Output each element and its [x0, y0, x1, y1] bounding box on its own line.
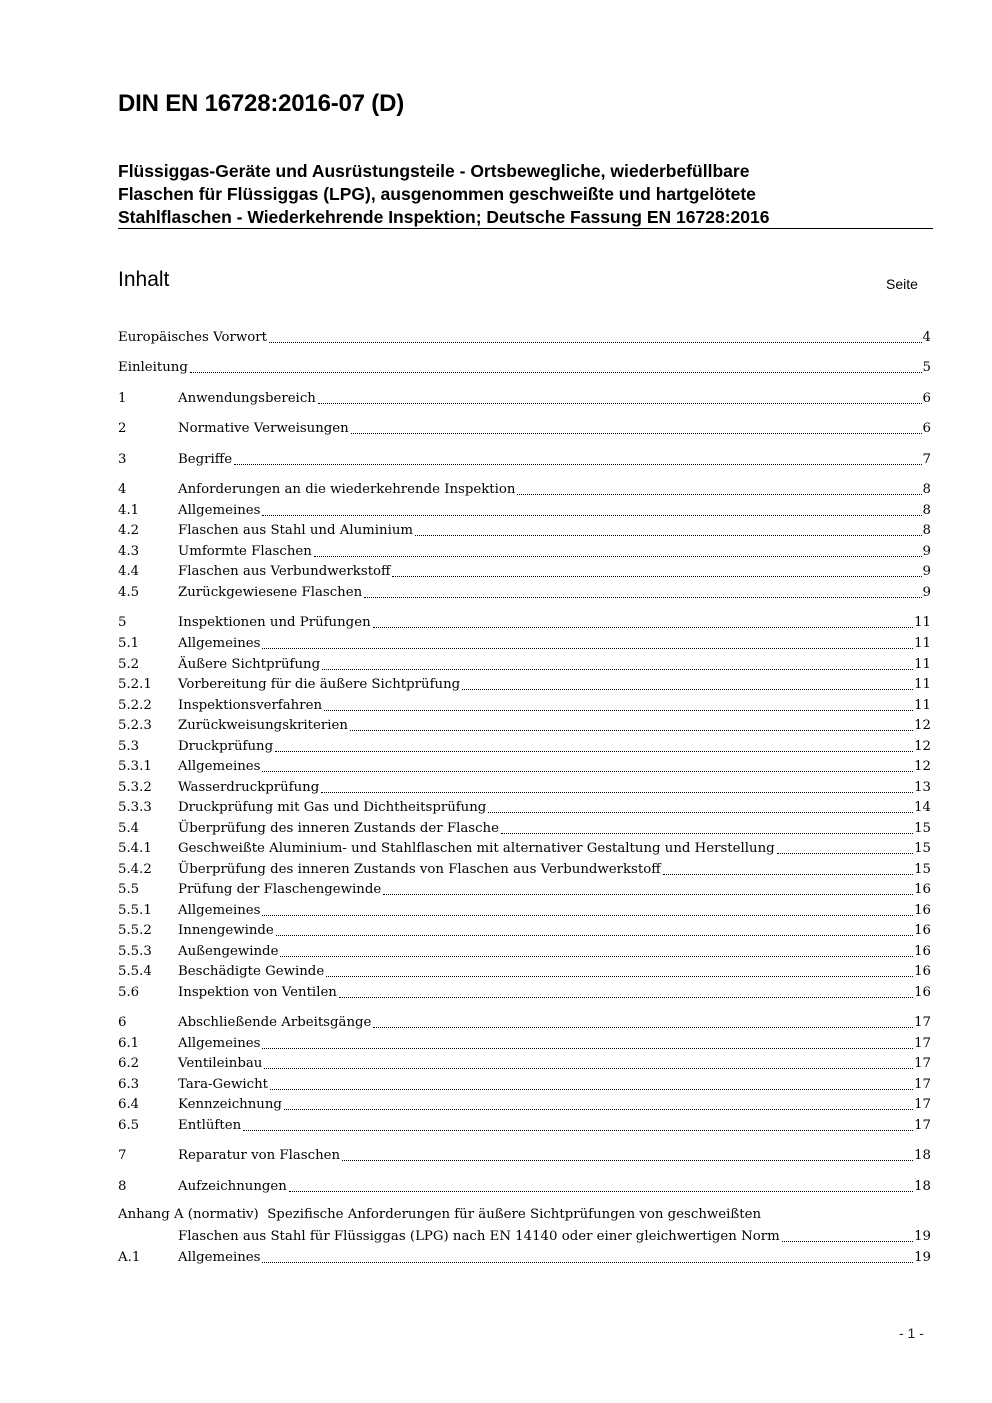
toc-entry[interactable] — [118, 357, 931, 377]
toc-entry-title: Normative Verweisungen — [178, 421, 349, 436]
toc-entry-title: Überprüfung des inneren Zustands von Flaschen aus Verbundwerkstoff — [178, 862, 661, 877]
toc-entry-title: Druckprüfung — [178, 739, 274, 754]
toc-leader-dots — [383, 894, 913, 895]
toc-entry-title: Außengewinde — [178, 944, 279, 959]
toc-entry-page: 11 — [914, 698, 931, 713]
toc-entry-page: 9 — [922, 544, 931, 559]
toc-entry-page: 11 — [914, 636, 931, 651]
toc-entry-title: Inspektion von Ventilen — [178, 985, 337, 1000]
toc-entry-number: 4.4 — [118, 564, 140, 579]
toc-entry-page: 7 — [922, 452, 931, 467]
toc-entry-number: 5.1 — [118, 636, 140, 651]
toc-entry-page: 16 — [914, 923, 931, 938]
toc-entry-title: Europäisches Vorwort — [118, 330, 267, 345]
title-line: Flaschen für Flüssiggas (LPG), ausgenommen geschweißte und hartgelötete — [118, 184, 756, 204]
toc-entry-page: 13 — [914, 780, 931, 795]
toc-entry-page: 17 — [914, 1036, 931, 1051]
toc-entry-number: 5.3.2 — [118, 780, 152, 795]
toc-entry-page: 9 — [922, 564, 931, 579]
toc-entry-page: 18 — [914, 1148, 931, 1163]
toc-entry-page: 6 — [922, 421, 931, 436]
toc-entry-page: 12 — [914, 718, 931, 733]
toc-entry-number: 4 — [118, 482, 127, 497]
title-line: Flüssiggas-Geräte und Ausrüstungsteile - Ortsbewegliche, wiederbefüllbare — [118, 161, 750, 181]
toc-entry-page: 15 — [914, 821, 931, 836]
toc-leader-dots — [392, 576, 921, 577]
toc-entry-page: 16 — [914, 903, 931, 918]
toc-leader-dots — [777, 853, 913, 854]
toc-entry[interactable] — [118, 654, 931, 674]
title-divider — [118, 228, 933, 229]
toc-entry-page: 8 — [922, 523, 931, 538]
toc-entry-page: 5 — [922, 360, 931, 375]
toc-entry[interactable] — [118, 1247, 931, 1267]
toc-leader-dots — [262, 515, 921, 516]
document-id: DIN EN 16728:2016-07 (D) — [118, 90, 405, 117]
annex-page-number: 19 — [914, 1229, 931, 1244]
toc-entry-number: 5.4.1 — [118, 841, 152, 856]
toc-entry[interactable] — [118, 818, 931, 838]
toc-entry-number: 5.4.2 — [118, 862, 152, 877]
toc-entry-title: Anwendungsbereich — [178, 391, 316, 406]
toc-leader-dots — [351, 433, 922, 434]
toc-entry-title: Allgemeines — [178, 903, 261, 918]
toc-entry-title: Tara-Gewicht — [178, 1077, 269, 1092]
toc-entry[interactable] — [118, 736, 931, 756]
toc-leader-dots — [517, 494, 921, 495]
toc-entry-page: 12 — [914, 759, 931, 774]
title-line: Stahlflaschen - Wiederkehrende Inspektion; Deutsche Fassung EN 16728:2016 — [118, 207, 770, 227]
toc-entry-title: Aufzeichnungen — [178, 1179, 287, 1194]
toc-entry-number: 7 — [118, 1148, 127, 1163]
annex-title-line-1: Spezifische Anforderungen für äußere Sichtprüfungen von geschweißten — [267, 1207, 762, 1222]
toc-entry-title: Einleitung — [118, 360, 188, 375]
toc-leader-dots — [276, 935, 913, 936]
toc-entry-number: 4.3 — [118, 544, 140, 559]
toc-entry-page: 14 — [914, 800, 931, 815]
toc-entry-page: 16 — [914, 964, 931, 979]
toc-entry[interactable] — [118, 582, 931, 602]
toc-leader-dots — [262, 648, 913, 649]
toc-entry[interactable] — [118, 756, 931, 776]
toc-entry-number: 5.2.1 — [118, 677, 152, 692]
toc-heading: Inhalt — [118, 268, 170, 291]
toc-entry-title: Entlüften — [178, 1118, 242, 1133]
toc-entry[interactable] — [118, 674, 931, 694]
toc-entry-title: Ventileinbau — [178, 1056, 263, 1071]
toc-entry-page: 11 — [914, 677, 931, 692]
toc-entry[interactable] — [118, 1012, 931, 1032]
toc-entry-page: 4 — [922, 330, 931, 345]
toc-entry[interactable] — [118, 449, 931, 469]
toc-entry-number: 4.1 — [118, 503, 140, 518]
toc-entry-number: 5.3 — [118, 739, 140, 754]
toc-entry[interactable] — [118, 920, 931, 940]
toc-entry-number: 5.5.1 — [118, 903, 152, 918]
toc-entry[interactable] — [118, 941, 931, 961]
toc-entry-number: 5 — [118, 615, 127, 630]
toc-entry-title: Umformte Flaschen — [178, 544, 312, 559]
toc-entry-page: 16 — [914, 944, 931, 959]
toc-entry-number: 6.5 — [118, 1118, 140, 1133]
toc-leader-dots — [264, 1068, 913, 1069]
toc-entry[interactable] — [118, 561, 931, 581]
toc-entry-title: Reparatur von Flaschen — [178, 1148, 341, 1163]
toc-leader-dots — [190, 372, 922, 373]
toc-entry[interactable] — [118, 327, 931, 347]
toc-entry-number: 5.5 — [118, 882, 140, 897]
toc-entry-number: 6 — [118, 1015, 127, 1030]
toc-entry-title: Allgemeines — [178, 503, 261, 518]
toc-entry[interactable] — [118, 1033, 931, 1053]
toc-entry-page: 17 — [914, 1015, 931, 1030]
toc-entry-number: 5.5.2 — [118, 923, 152, 938]
toc-entry-page: 9 — [922, 585, 931, 600]
toc-leader-dots — [234, 464, 921, 465]
toc-entry[interactable] — [118, 418, 931, 438]
toc-annex-line-1[interactable] — [118, 1206, 931, 1224]
toc-entry-page: 16 — [914, 882, 931, 897]
toc-leader-dots — [663, 874, 913, 875]
toc-entry-number: 5.5.4 — [118, 964, 152, 979]
toc-leader-dots — [269, 342, 922, 343]
toc-entry[interactable] — [118, 777, 931, 797]
toc-entry[interactable] — [118, 541, 931, 561]
toc-entry-title: Allgemeines — [178, 1250, 261, 1265]
toc-entry-page: 17 — [914, 1118, 931, 1133]
toc-leader-dots — [501, 833, 913, 834]
toc-entry[interactable] — [118, 1094, 931, 1114]
toc-annex-line-2[interactable] — [178, 1226, 931, 1246]
toc-entry-title: Allgemeines — [178, 1036, 261, 1051]
toc-entry[interactable] — [118, 879, 931, 899]
toc-entry-title: Prüfung der Flaschengewinde — [178, 882, 382, 897]
toc-entry[interactable] — [118, 500, 931, 520]
toc-entry[interactable] — [118, 633, 931, 653]
toc-entry[interactable] — [118, 797, 931, 817]
toc-entry-page: 19 — [914, 1250, 931, 1265]
toc-entry-page: 8 — [922, 482, 931, 497]
toc-entry-title: Druckprüfung mit Gas und Dichtheitsprüfung — [178, 800, 487, 815]
toc-entry[interactable] — [118, 715, 931, 735]
toc-entry-number: 1 — [118, 391, 127, 406]
toc-entry-title: Vorbereitung für die äußere Sichtprüfung — [178, 677, 461, 692]
toc-leader-dots — [262, 1262, 913, 1263]
toc-leader-dots — [326, 976, 913, 977]
toc-leader-dots — [284, 1109, 913, 1110]
toc-entry[interactable] — [118, 1115, 931, 1135]
toc-entry-title: Beschädigte Gewinde — [178, 964, 325, 979]
annex-label: Anhang A (normativ) — [118, 1207, 259, 1222]
toc-entry-number: 5.3.3 — [118, 800, 152, 815]
toc-entry-page: 17 — [914, 1056, 931, 1071]
toc-entry-title: Abschließende Arbeitsgänge — [178, 1015, 372, 1030]
toc-entry-page: 11 — [914, 615, 931, 630]
toc-leader-dots — [415, 535, 922, 536]
toc-entry-number: 4.5 — [118, 585, 140, 600]
toc-entry-page: 17 — [914, 1077, 931, 1092]
toc-leader-dots — [262, 915, 913, 916]
toc-entry-title: Flaschen aus Stahl und Aluminium — [178, 523, 414, 538]
toc-leader-dots — [262, 1048, 913, 1049]
toc-entry-page: 16 — [914, 985, 931, 1000]
page-number: - 1 - — [899, 1325, 924, 1341]
toc-entry[interactable] — [118, 1074, 931, 1094]
toc-entry-number: A.1 — [118, 1250, 141, 1265]
toc-entry[interactable] — [118, 520, 931, 540]
toc-leader-dots — [322, 669, 913, 670]
toc-entry-title: Zurückgewiesene Flaschen — [178, 585, 363, 600]
toc-entry[interactable] — [118, 900, 931, 920]
toc-entry[interactable] — [118, 1145, 931, 1165]
toc-entry-page: 17 — [914, 1097, 931, 1112]
toc-entry-number: 5.2 — [118, 657, 140, 672]
toc-entry-number: 3 — [118, 452, 127, 467]
toc-entry-title: Begriffe — [178, 452, 233, 467]
toc-entry-title: Wasserdruckprüfung — [178, 780, 320, 795]
toc-leader-dots — [321, 792, 913, 793]
toc-leader-dots — [462, 689, 913, 690]
toc-entry-title: Überprüfung des inneren Zustands der Flasche — [178, 821, 499, 836]
toc-leader-dots — [324, 710, 913, 711]
toc-entry-page: 15 — [914, 862, 931, 877]
toc-entry-title: Innengewinde — [178, 923, 274, 938]
toc-entry-title: Inspektionen und Prüfungen — [178, 615, 371, 630]
toc-entry-number: 6.2 — [118, 1056, 140, 1071]
toc-entry-number: 4.2 — [118, 523, 140, 538]
toc-entry[interactable] — [118, 388, 931, 408]
toc-entry[interactable] — [118, 612, 931, 632]
toc-entry-title: Zurückweisungskriterien — [178, 718, 348, 733]
toc-leader-dots — [270, 1089, 913, 1090]
toc-leader-dots — [314, 556, 922, 557]
toc-entry-title: Äußere Sichtprüfung — [178, 657, 321, 672]
toc-entry-number: 5.4 — [118, 821, 140, 836]
toc-entry-number: 5.5.3 — [118, 944, 152, 959]
toc-leader-dots — [373, 1027, 913, 1028]
toc-entry[interactable] — [118, 982, 931, 1002]
toc-entry-page: 12 — [914, 739, 931, 754]
toc-leader-dots — [243, 1130, 913, 1131]
toc-leader-dots — [342, 1160, 913, 1161]
toc-leader-dots — [318, 403, 922, 404]
annex-title-line-2: Flaschen aus Stahl für Flüssiggas (LPG) nach EN 14140 oder einer gleichwertigen Norm — [178, 1229, 780, 1244]
toc-leader-dots — [488, 812, 913, 813]
toc-entry[interactable] — [118, 479, 931, 499]
toc-entry-title: Allgemeines — [178, 636, 261, 651]
toc-leader-dots — [782, 1241, 913, 1242]
toc-entry-number: 2 — [118, 421, 127, 436]
toc-leader-dots — [275, 751, 913, 752]
toc-entry-number: 5.3.1 — [118, 759, 152, 774]
toc-leader-dots — [364, 597, 921, 598]
toc-page-column-label: Seite — [886, 276, 918, 292]
toc-entry-title: Allgemeines — [178, 759, 261, 774]
toc-entry-title: Kennzeichnung — [178, 1097, 282, 1112]
toc-entry-number: 6.3 — [118, 1077, 140, 1092]
toc-entry-title: Inspektionsverfahren — [178, 698, 323, 713]
toc-leader-dots — [280, 956, 913, 957]
toc-entry[interactable] — [118, 695, 931, 715]
toc-entry[interactable] — [118, 1176, 931, 1196]
document-title — [118, 160, 918, 229]
toc-leader-dots — [373, 627, 913, 628]
toc-leader-dots — [339, 997, 913, 998]
toc-leader-dots — [350, 730, 913, 731]
toc-entry-number: 6.1 — [118, 1036, 140, 1051]
toc-entry-number: 6.4 — [118, 1097, 140, 1112]
toc-entry-number: 5.6 — [118, 985, 140, 1000]
toc-entry[interactable] — [118, 859, 931, 879]
toc-entry-page: 8 — [922, 503, 931, 518]
toc-entry-title: Geschweißte Aluminium- und Stahlflaschen mit alternativer Gestaltung und Herstellung — [178, 841, 775, 856]
toc-entry-title: Anforderungen an die wiederkehrende Inspektion — [178, 482, 516, 497]
toc-entry-page: 18 — [914, 1179, 931, 1194]
toc-entry-page: 11 — [914, 657, 931, 672]
toc-leader-dots — [262, 771, 913, 772]
toc-entry-number: 5.2.2 — [118, 698, 152, 713]
toc-entry-page: 6 — [922, 391, 931, 406]
toc-entry-number: 5.2.3 — [118, 718, 152, 733]
toc-entry-title: Flaschen aus Verbundwerkstoff — [178, 564, 391, 579]
toc-leader-dots — [289, 1191, 913, 1192]
toc-entry[interactable] — [118, 838, 931, 858]
toc-entry-page: 15 — [914, 841, 931, 856]
toc-entry[interactable] — [118, 961, 931, 981]
toc-entry-number: 8 — [118, 1179, 127, 1194]
toc-entry[interactable] — [118, 1053, 931, 1073]
